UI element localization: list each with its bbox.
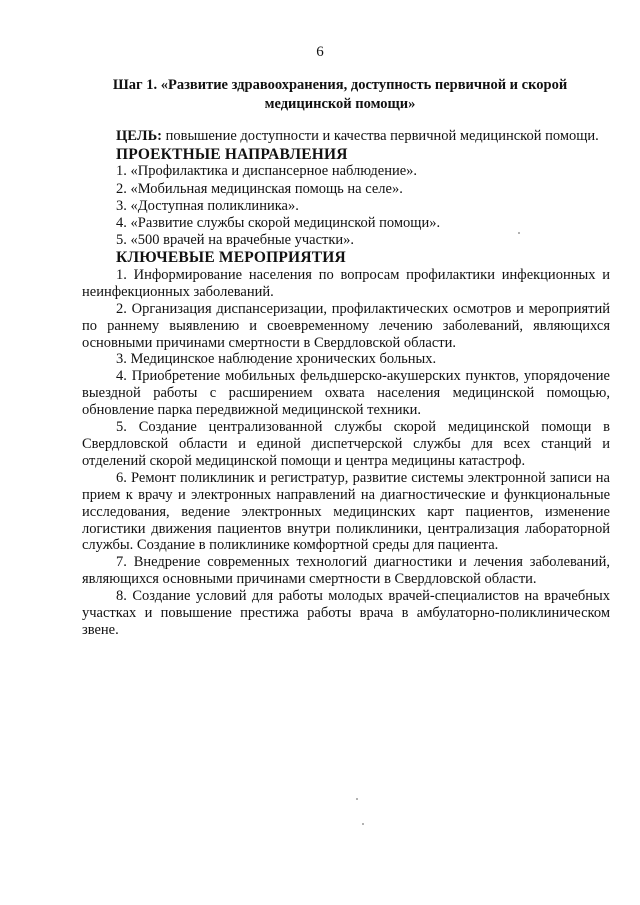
direction-item-4: 4. «Развитие службы скорой медицинской помощи». [116,215,441,232]
measures-heading: КЛЮЧЕВЫЕ МЕРОПРИЯТИЯ [116,249,346,267]
goal-paragraph [82,128,610,145]
measure-item-2: 2. Организация диспансеризации, профилактических осмотров и мероприятий по раннему выявлению и своевременному лечению заболеваний, являющихся основными причинами смертности в Свердловской области. [82,300,610,351]
measure-item-5: 5. Создание централизованной службы скорой медицинской помощи в Свердловской области и единой диспетчерской службы для всех станций и отделений скорой медицинской помощи и центра медицины катастроф. [82,419,610,469]
page-title [100,76,580,114]
page-number: 6 [316,44,324,60]
scan-speck [518,232,520,234]
measure-item-8: 8. Создание условий для работы молодых врачей-специалистов на врачебных участках и повышение престижа работы врача в амбулаторно-поликлиническом звене. [82,588,610,638]
direction-item-2: 2. «Мобильная медицинская помощь на селе». [116,180,403,197]
measure-item-4: 4. Приобретение мобильных фельдшерско-акушерских пунктов, упорядочение выездной работы с расширением охвата населения медицинской помощью, обновление парка передвижной медицинской техники. [82,368,610,419]
direction-item-5: 5. «500 врачей на врачебные участки». [116,232,355,249]
measure-item-7: 7. Внедрение современных технологий диагностики и лечения заболеваний, являющихся основными причинами смертности в Свердловской области. [82,554,610,588]
measure-item-1: 1. Информирование населения по вопросам профилактики инфекционных и неинфекционных заболеваний. [82,266,610,300]
document-body [82,128,610,639]
measure-item-3: 3. Медицинское наблюдение хронических больных. [116,351,437,368]
direction-item-3: 3. «Доступная поликлиника». [116,197,299,214]
page-title-line-2: медицинской помощи» [264,96,416,112]
scan-speck [362,823,364,825]
directions-heading: ПРОЕКТНЫЕ НАПРАВЛЕНИЯ [116,145,348,163]
goal-text: повышение доступности и качества первичной медицинской помощи. [161,128,599,144]
direction-item-1: 1. «Профилактика и диспансерное наблюдение». [116,163,418,180]
page-title-line-1: Шаг 1. «Развитие здравоохранения, доступность первичной и скорой [112,77,568,93]
measure-item-6: 6. Ремонт поликлиник и регистратур, развитие системы электронной записи на прием к врачу и электронных направлений на диагностические и функциональные исследования, ведение электронных медицинских карт пациентов, изменение логистики движения пациентов внутри поликлиники, централизация лабораторной службы. Создание в поликлинике комфортной среды для пациента. [82,469,610,554]
scan-speck [356,798,358,800]
goal-label: ЦЕЛЬ: [116,128,162,144]
